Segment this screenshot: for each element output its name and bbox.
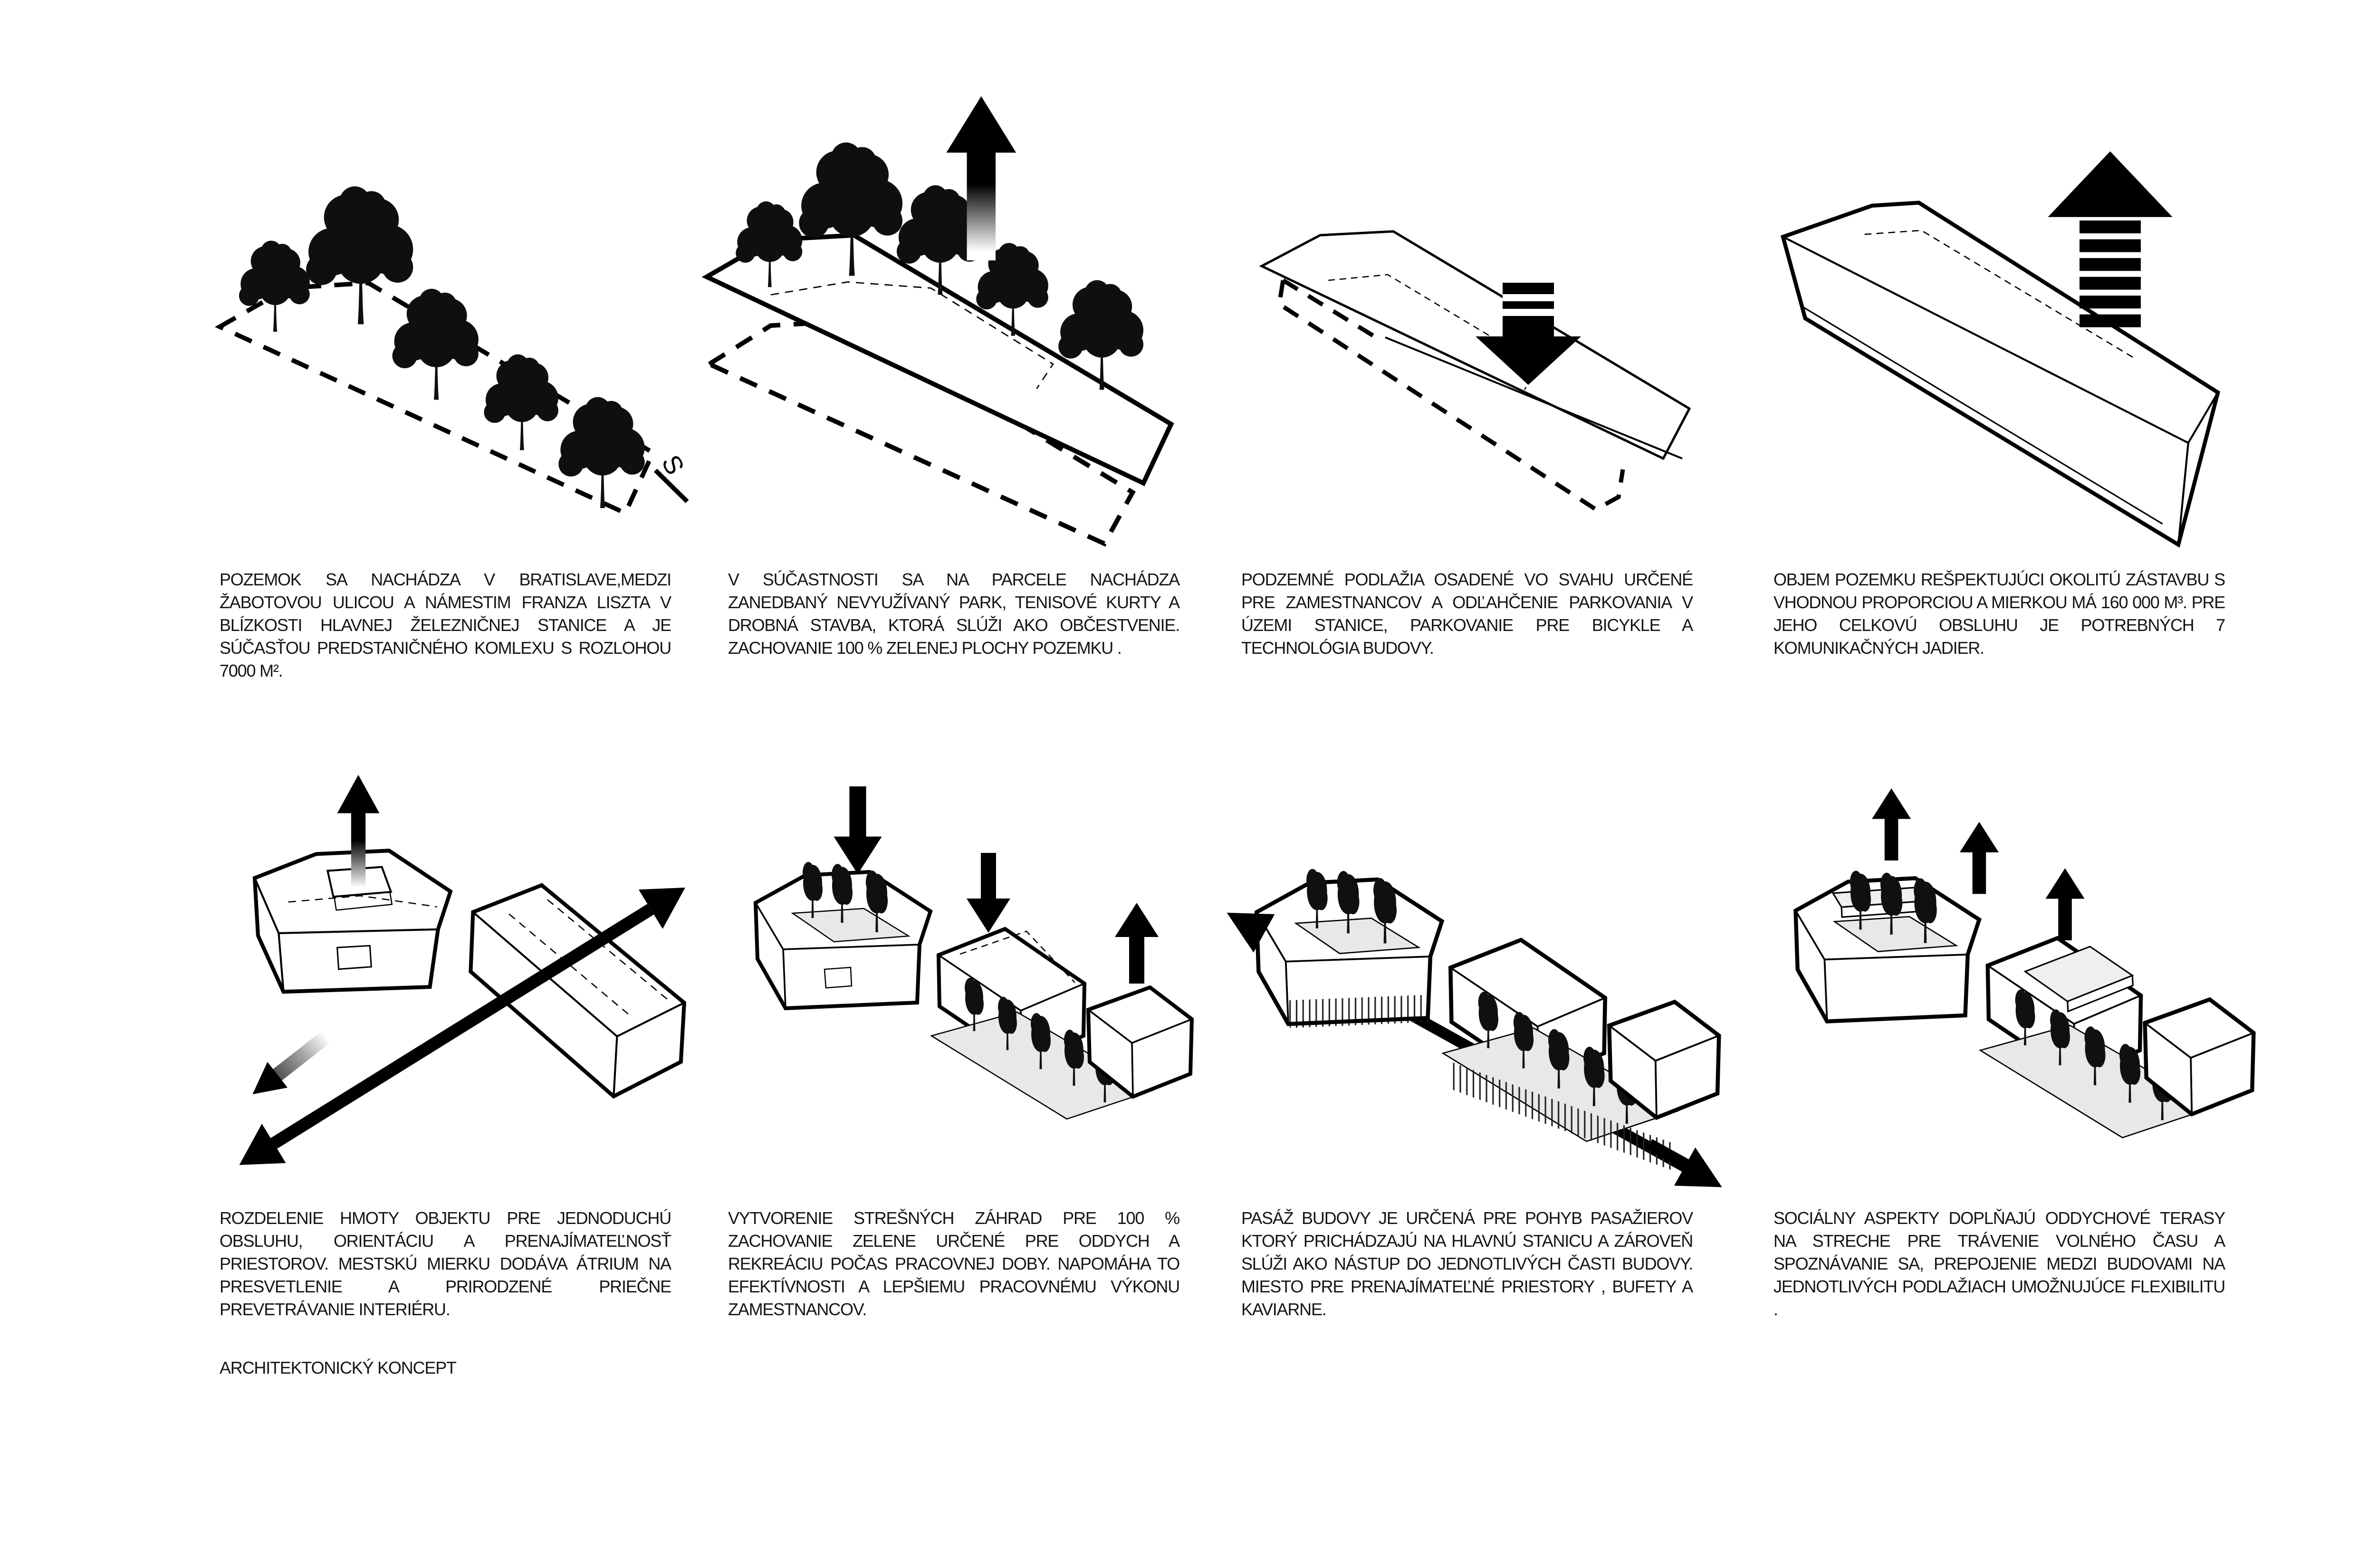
roof-plane	[1262, 231, 1689, 459]
tree-icon	[239, 240, 310, 332]
up-arrow-icon	[1115, 903, 1159, 984]
diagram-mass-division	[185, 741, 718, 1221]
block-left	[1256, 869, 1442, 1028]
diagram-underground-floors	[1207, 81, 1739, 556]
down-arrow-icon	[967, 853, 1010, 933]
page-title: ARCHITEKTONICKÝ KONCEPT	[220, 1358, 456, 1377]
block-left	[756, 862, 930, 1008]
tree-icon	[484, 354, 558, 450]
caption-passage: PASÁŽ BUDOVY JE URČENÁ PRE POHYB PASAŽIEROV KTORÝ PRICHÁDZAJÚ NA HLAVNÚ STANICU A ZÁROVEŇ SLÚŽI AKO NÁSTUP DO JEDNOTLIVÝCH ČASTI BUDOVY. MIESTO PRE PRENAJÍMATEĽNÉ PRIESTORY , BUFETY A KAVIARNE.	[1241, 1208, 1693, 1319]
volume-silhouette	[1783, 203, 2218, 545]
up-arrow-icon	[2045, 868, 2084, 940]
caption-underground-floors: PODZEMNÉ PODLAŽIA OSADENÉ VO SVAHU URČENÉ PRE ZAMESTNANCOV A ODĽAHČENIE PARKOVANIA V ÚZEMI STANICE, PARKOVANIE PRE BICYKLE A TECHNOLÓGIA BUDOVY.	[1241, 570, 1693, 658]
diagram-current-state	[694, 33, 1207, 551]
diagram-passage	[1188, 746, 1758, 1250]
caption-social-aspects: SOCIÁLNY ASPEKTY DOPLŇAJÚ ODDYCHOVÉ TERASY NA STRECHE PRE TRÁVENIE VOLNÉHO ČASU A SPOZNÁVANIE SA, PREPOJENIE MEDZI BUDOVAMI NA JEDNOTLIVÝCH PODLAŽIACH UMOŽNUJÚCE FLEXIBILITU .	[1773, 1208, 2225, 1319]
caption-mass-division: ROZDELENIE HMOTY OBJEKTU PRE JEDNODUCHÚ OBSLUHU, ORIENTÁCIU A PRENAJÍMATEĽNOSŤ PRIESTOROV. MESTSKÚ MIERKU DODÁVA ÁTRIUM NA PRESVETLENIE A PRIRODZENÉ PRIEČNE PREVETRÁVANIE INTERIÉRU.	[220, 1208, 671, 1319]
diagram-existing-site	[200, 52, 703, 556]
up-arrow-icon	[1960, 822, 1999, 894]
diagram-roof-gardens	[689, 746, 1231, 1221]
section-marker-s: S	[656, 450, 690, 479]
block-left	[1796, 871, 1979, 1022]
diagram-social-aspects	[1725, 746, 2295, 1245]
section-marker	[655, 450, 690, 501]
up-arrow-icon	[1872, 788, 1911, 860]
tree-icon	[558, 397, 644, 508]
down-arrow-icon	[834, 786, 882, 874]
caption-roof-gardens: VYTVORENIE STREŠNÝCH ZÁHRAD PRE 100 % ZACHOVANIE ZELENE URČENÉ PRE ODDYCH A REKREÁCIU POČAS PRACOVNEJ DOBY. NAPOMÁHA TO EFEKTÍVNOSTI A LEPŠIEMU PRACOVNÉMU VÝKONU ZAMESTNANCOV.	[728, 1208, 1179, 1319]
caption-building-volume: OBJEM POZEMKU REŠPEKTUJÚCI OKOLITÚ ZÁSTAVBU S VHODNOU PROPORCIOU A MIERKOU MÁ 160 000 M³. PRE JEHO CELKOVÚ OBSLUHU JE POTREBNÝCH 7 KOMUNIKAČNÝCH JADIER.	[1773, 570, 2225, 658]
gradient-diagonal-arrow-icon	[242, 1023, 336, 1107]
long-block	[470, 885, 684, 1096]
existing-trees	[239, 186, 645, 508]
tree-icon	[306, 186, 413, 324]
diagram-building-volume	[1735, 71, 2276, 565]
caption-existing-site: POZEMOK SA NACHÁDZA V BRATISLAVE,MEDZI ŽABOTOVOU ULICOU A NÁMESTIM FRANZA LISZTA V BLÍZKOSTI HLAVNEJ ŽELEZNIČNEJ STANICE A JE SÚČASŤOU PREDSTANIČNÉHO KOMLEXU S ROZLOHOU 7000 M².	[220, 570, 671, 680]
caption-current-state: V SÚČASTNOSTI SA NA PARCELE NACHÁDZA ZANEDBANÝ NEVYUŽÍVANÝ PARK, TENISOVÉ KURTY A DROBNÁ STAVBA, KTORÁ SLÚŽI AKO OBČESTVENIE. ZACHOVANIE 100 % ZELENEJ PLOCHY POZEMKU .	[728, 570, 1179, 658]
